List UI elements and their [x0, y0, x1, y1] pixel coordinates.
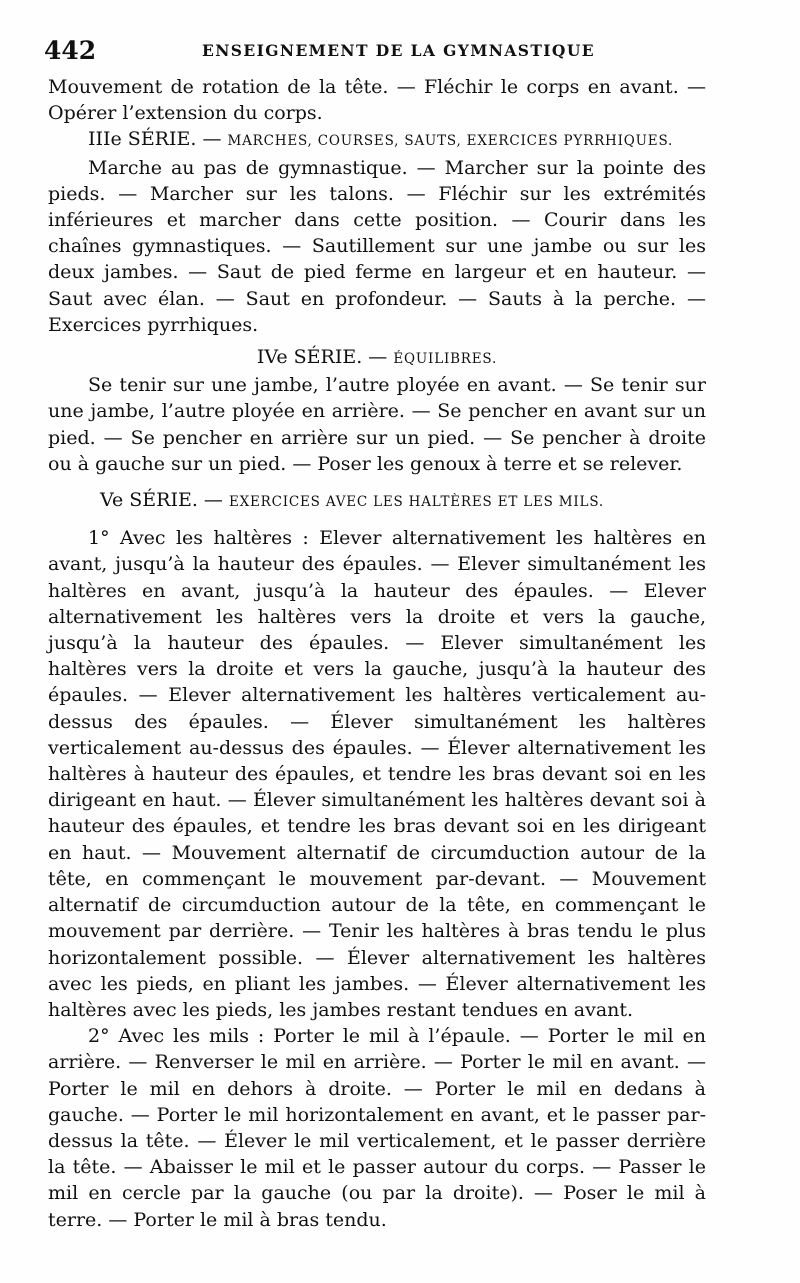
series-4-heading: [48, 344, 706, 372]
series-5-halteres-paragraph: 1° Avec les haltères : Elever alternativement les haltères en avant, jusqu’à la hauteur des épaules. — Elever simultanément les haltères en avant, jusqu’à la hauteur des épaules. — Elever alternativement les haltères vers la droite et vers la gauche, jusqu’à la hauteur des épaules. — Elever simultanément les haltères vers la droite et vers la gauche, jusqu’à la hauteur des épaules. — Elever alternativement les haltères verticalement au-dessus des épaules. — Élever simultanément les haltères verticalement au-dessus des épaules. — Élever alternativement les haltères à hauteur des épaules, et tendre les bras devant soi en les dirigeant en haut. — Élever simultanément les haltères devant soi à hauteur des épaules, et tendre les bras devant soi en les dirigeant en haut. — Mouvement alternatif de circumduction autour de la tête, en commençant le mouvement par-devant. — Mouvement alternatif de circumduction autour de la tête, en commençant le mouvement par derrière. — Tenir les haltères à bras tendu le plus horizontalement possible. — Élever alternativement les haltères avec les pieds, en pliant les jambes. — Élever alternativement les haltères avec les pieds, les jambes restant tendues en avant.: [48, 527, 706, 1021]
series-5-title: Ve SÉRIE. —: [100, 489, 223, 512]
series-4-title: IVe SÉRIE. —: [256, 346, 388, 369]
series-5-mils-paragraph: 2° Avec les mils : Porter le mil à l’épaule. — Porter le mil en arrière. — Renverser le mil en arrière. — Porter le mil en avant. — Porter le mil en dehors à droite. — Porter le mil en dedans à gauche. — Porter le mil horizontalement en avant, et le passer par-dessus la tête. — Élever le mil verticalement, et le passer derrière la tête. — Abaisser le mil et le passer autour du corps. — Passer le mil en cercle par la gauche (ou par la droite). — Poser le mil à terre. — Porter le mil à bras tendu.: [48, 1025, 706, 1231]
page-header: [44, 36, 714, 66]
page-number: 442: [44, 36, 97, 65]
series-3-title: IIIe SÉRIE. —: [88, 128, 222, 151]
running-title: ENSEIGNEMENT DE LA GYMNASTIQUE: [202, 41, 595, 60]
intro-paragraph: Mouvement de rotation de la tête. — Fléchir le corps en avant. — Opérer l’extension du corps.: [48, 76, 706, 125]
series-3-heading: [48, 126, 706, 154]
series-3-subtitle: MARCHES, COURSES, SAUTS, EXERCICES PYRRHIQUES.: [227, 133, 674, 150]
series-4-subtitle: ÉQUILIBRES.: [393, 351, 498, 368]
series-5-subtitle: EXERCICES AVEC LES HALTÈRES ET LES MILS.: [228, 494, 604, 511]
series-4-paragraph: Se tenir sur une jambe, l’autre ployée en avant. — Se tenir sur une jambe, l’autre ployée en arrière. — Se pencher en avant sur un pied. — Se pencher en arrière sur un pied. — Se pencher à droite ou à gauche sur un pied. — Poser les genoux à terre et se relever.: [48, 374, 706, 475]
series-5-heading: [48, 487, 706, 515]
series-3-paragraph: Marche au pas de gymnastique. — Marcher sur la pointe des pieds. — Marcher sur les talons. — Fléchir sur les extrémités inférieures et marcher dans cette position. — Courir dans les chaînes gymnastiques. — Sautillement sur une jambe ou sur les deux jambes. — Saut de pied ferme en largeur et en hauteur. — Saut avec élan. — Saut en profondeur. — Sauts à la perche. — Exercices pyrrhiques.: [48, 156, 706, 336]
page-body: [48, 74, 706, 1233]
